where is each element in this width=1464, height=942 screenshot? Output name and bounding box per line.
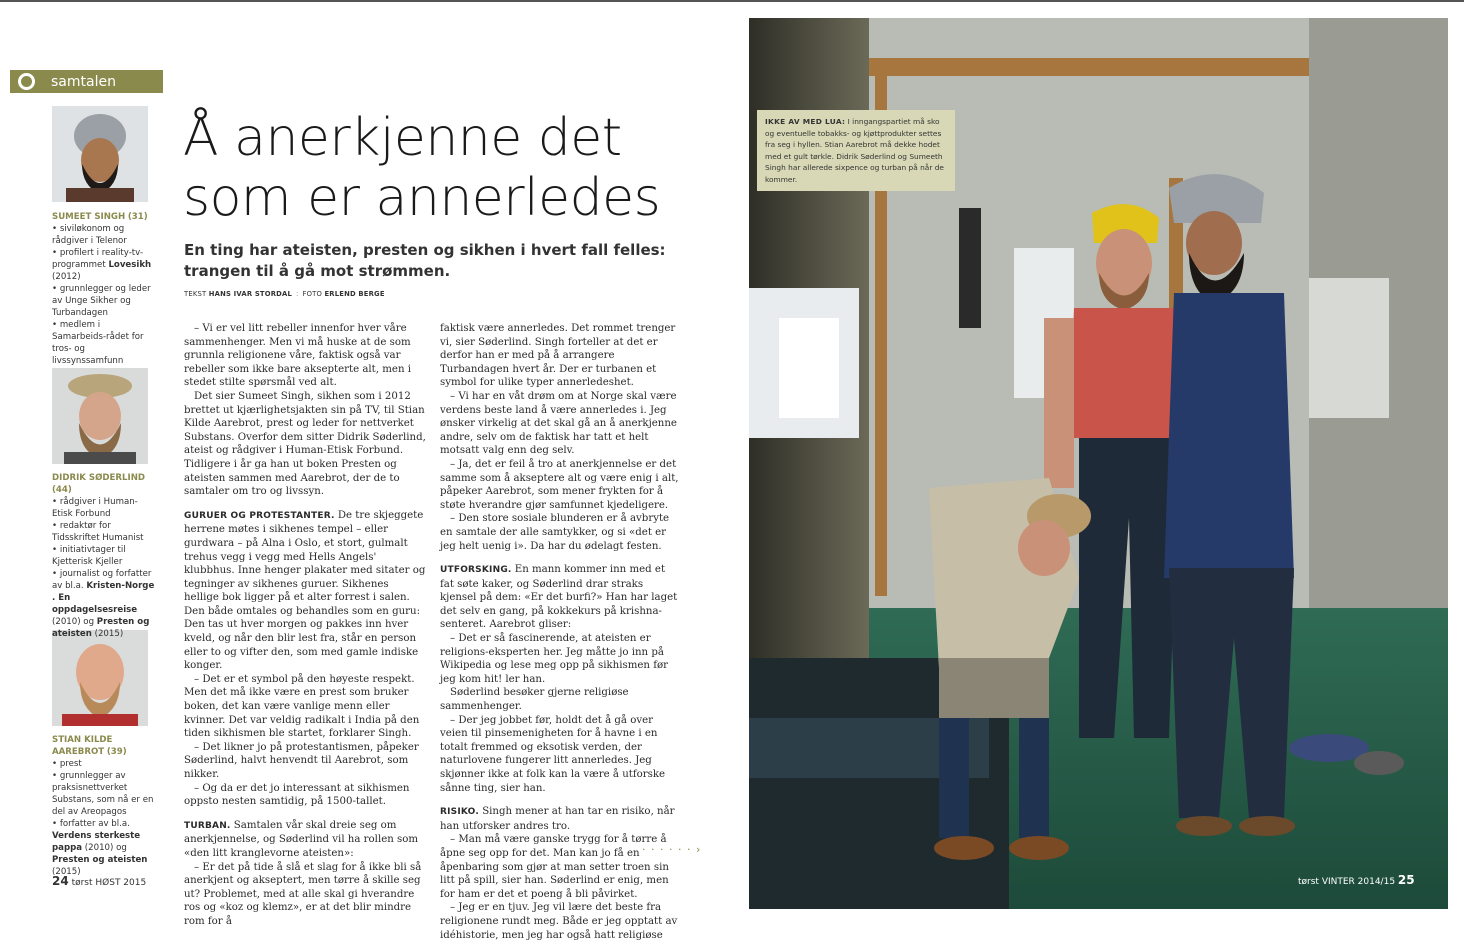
portrait-sumeet-singh [52, 106, 148, 202]
title-line-1: Å anerkjenne det [183, 108, 622, 168]
bio-item: • grunnlegger og leder av Unge Sikher og Turbandagen [52, 283, 156, 319]
bio-item: • siviløkonom og rådgiver i Telenor [52, 223, 156, 247]
continue-arrow-icon: · · · · · · › [642, 843, 702, 856]
bio-age: (39) [106, 747, 127, 757]
bio-book-title: Kristen-Norge . En oppdagelsesreise [52, 581, 155, 615]
byline-author: HANS IVAR STORDAL [208, 290, 293, 298]
bio-item: • forfatter av bl.a. Verdens sterkeste pappa (2010) og Presten og ateisten (2015) [52, 818, 156, 878]
paragraph: – Og da er det jo interessant at sikhismen oppsto nesten samtidig, på 1500-tallet. [184, 782, 410, 808]
bio-item: • prest [52, 758, 156, 770]
bio-sumeet-singh [52, 211, 156, 367]
section-tag [10, 70, 163, 93]
folio-left: 24 tørst HØST 2015 [52, 874, 147, 888]
bio-age: (44) [52, 485, 72, 495]
bio-item: • rådgiver i Human-Etisk Forbund [52, 496, 156, 520]
portrait-didrik-soderlind [52, 368, 148, 464]
paragraph: – Den store sosiale blunderen er å avbryte en samtale der alle samtykker, og si «det er jeg helt uenig i». Da har du ødelagt festen. [440, 513, 670, 552]
photo-caption: IKKE AV MED LUA: I inngangspartiet må sko og eventuelle tobakks- og kjøttprodukter settes fra seg i hyllen. Stian Aarebrot må dekke hodet med et gult tørkle. Didrik Søderlind og Sumeeth Singh har allerede sixpence og turban på når de kommer. [757, 110, 955, 191]
page-number: 25 [1397, 873, 1415, 887]
byline-separator: : [296, 290, 299, 298]
bio-book-title: Verdens sterkeste pappa [52, 831, 141, 853]
paragraph-with-subhead: RISIKO. Singh mener at han tar en risiko, når han utforsker andres tro. [440, 806, 675, 832]
paragraph: – Det er et symbol på den høyeste respekt. Men det må ikke være en prest som bruker boken, det kan være vanlige menn eller kvinner. Det var veldig radikalt i India på den tiden sikhismen ble startet, forklarer Singh. [184, 673, 420, 740]
paragraph: – Vi har en våt drøm om at Norge skal være verdens beste land å være annerledes i. Jeg ønsker virkelig at det skal gå an å anerkjenne andre, selv om de faktisk har tatt et helt motsatt valg enn deg selv. [440, 390, 677, 457]
paragraph-with-subhead: TURBAN. Samtalen vår skal dreie seg om anerkjennelse, og Søderlind vil ha rollen som «den litt kranglevorne ateisten»: [184, 819, 419, 859]
subhead: RISIKO. [440, 807, 479, 818]
bio-item: • medlem i Samarbeids-rådet for tros- og livssynssamfunn [52, 319, 156, 367]
bio-age: (31) [127, 212, 148, 222]
paragraph: – Ja, det er feil å tro at anerkjennelse er det samme som å akseptere alt og være enig i alt, påpeker Aarebrot, som mener frykten for å støte hverandre gjør samfunnet kjedeligere. [440, 458, 679, 511]
bio-show-title: Lovesikh [108, 260, 152, 270]
paragraph-with-subhead: GURUER OG PROTESTANTER. De tre skjeggete herrene møtes i sikhenes tempel – eller gurdwara – på Alna i Oslo, et stort, gulmalt trehus vegg i vegg med Hells Angels' klubbhus. Inne henger plakater med sitater og tegninger av sikhenes guruer. Sikhenes hellige bok ligger på et alter forrest i salen. Den både omtales og behandles som en guru: Den tas ut hver morgen og pakkes inn hver kveld, og når den blir lest fra, står en person eller to og vifter den, som med gamle indiske konger. [184, 509, 426, 672]
bio-stian-kilde-aarebrot [52, 734, 156, 878]
paragraph: – Det likner jo på protestantismen, påpeker Søderlind, halvt henvendt til Aarebrot, som nikker. [184, 741, 419, 780]
article-lead: En ting har ateisten, presten og sikhen i hvert fall felles: trangen til å gå mot strømmen. [184, 241, 666, 280]
paragraph: – Man må være ganske trygg for å tørre å åpne seg opp for det. Man kan jo få en åpenbaring som gjør at man setter troen sin litt på spill, sier han. Søderlind er enig, men for ham er det et poeng å bli påvirket. [440, 834, 669, 900]
bio-didrik-soderlind [52, 472, 156, 640]
ring-icon [18, 73, 35, 90]
bio-name: SUMEET SINGH [52, 212, 126, 222]
paragraph: Søderlind besøker gjerne religiøse sammenhenger. [440, 687, 629, 713]
paragraph-with-subhead: UTFORSKING. En mann kommer inn med et fat søte kaker, og Søderlind drar straks kjensel på dem: «Er det burfi?» Han har laget det selv en gang, på kokkekurs på krishna-senteret. Aarebrot gliser: [440, 564, 678, 631]
bio-item: • grunnlegger av praksisnettverket Substans, som nå er en del av Areopagos [52, 770, 156, 818]
bio-item: • initiativtager til Kjetterisk Kjeller [52, 544, 156, 568]
bio-item: • profilert i reality-tv-programmet Lovesikh (2012) [52, 247, 156, 283]
byline-photographer: ERLEND BERGE [324, 290, 385, 298]
folio-right: tørst VINTER 2014/15 25 [1298, 873, 1415, 887]
bio-name: STIAN KILDE AAREBROT [52, 735, 113, 757]
paragraph: – Vi er vel litt rebeller innenfor hver våre sammenhenger. Men vi må huske at de som grunnla religionene våre, faktisk også var rebeller som ikke bare aksepterte alt, men i stedet stilte spørsmål ved alt. [184, 323, 411, 389]
paragraph: Det sier Sumeet Singh, sikhen som i 2012 brettet ut kjærlighetsjakten sin på TV, til Stian Kilde Aarebrot, prest og leder for nettverket Substans. Overfor dem sitter Didrik Søderlind, ateist og rådgiver i Human-Etisk Forbund. Tidligere i år ga han ut boken Presten og ateisten sammen med Aarebrot, der de to samtaler om tro og livssyn. [184, 390, 426, 498]
bio-book-title: Presten og ateisten [52, 617, 150, 639]
section-label: samtalen [51, 73, 116, 90]
paragraph: – Er det på tide å slå et slag for å ikke bli så anerkjent og akseptert, men tørre å skille seg ut? Problemet, med at alle skal gi hverandre ros og «koz og klemz», er at det blir mindre rom for å [184, 861, 422, 927]
page-number: 24 [52, 874, 69, 888]
bio-book-title: Presten og ateisten [52, 855, 148, 865]
subhead: TURBAN. [184, 820, 231, 831]
paragraph: – Der jeg jobbet før, holdt det å gå over veien til pinsemenigheten for å havne i en totalt fremmed og eksotisk verden, der naturlovene fungerer litt annerledes. Jeg skjønner ikke at folk kan la være å utforske sånne ting, sier han. [440, 714, 666, 794]
subhead: UTFORSKING. [440, 565, 512, 576]
bio-item: • journalist og forfatter av bl.a. Kristen-Norge . En oppdagelsesreise (2010) og Presten og ateisten (2015) [52, 568, 156, 640]
paragraph: faktisk være annerledes. Det rommet trenger vi, sier Søderlind. Singh forteller at det er derfor han er med på å arrangere Turbandagen hvert år. Der er turbanen et symbol for ulike typer annerledeshet. [440, 323, 676, 389]
bio-item: • redaktør for Tidsskriftet Humanist [52, 520, 156, 544]
portrait-stian-kilde-aarebrot [52, 630, 148, 726]
bio-name: DIDRIK SØDERLIND [52, 473, 146, 483]
paragraph: – Jeg er en tjuv. Jeg vil lære det beste fra religionene rundt meg. Både er jeg opptatt av idéhistorie, men jeg har også hatt religiøse [440, 902, 678, 941]
top-rule [0, 0, 1464, 2]
body-column-1 [184, 322, 426, 929]
subhead: GURUER OG PROTESTANTER. [184, 510, 335, 521]
article-title [183, 108, 743, 228]
byline: TEKST HANS IVAR STORDAL : FOTO ERLEND BERGE [184, 290, 385, 298]
caption-head: IKKE AV MED LUA: [765, 117, 846, 126]
paragraph: – Det er så fascinerende, at ateisten er religions-eksperten her. Jeg måtte jo inn på Wikipedia og lese meg opp på sikhismen før jeg kom hit! ler han. [440, 633, 668, 685]
title-line-2: som er annerledes [183, 168, 661, 228]
